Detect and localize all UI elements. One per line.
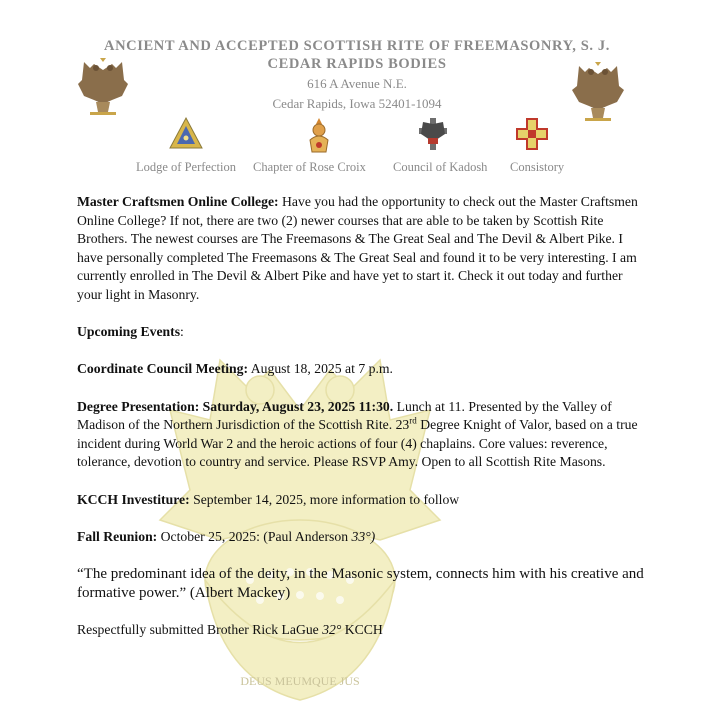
ordinal-suffix: rd [409,415,417,426]
paragraph-master-craftsmen [77,193,647,305]
header-title-line2: CEDAR RAPIDS BODIES [267,56,447,72]
heading-kcch-investiture: KCCH Investiture: [77,491,190,507]
heading-coordinate-council: Coordinate Council Meeting: [77,361,249,377]
kadosh-eagle-emblem-icon [417,116,449,152]
text-kcch-investiture: September 14, 2025, more information to follow [189,491,460,507]
double-headed-eagle-left-icon [78,56,128,118]
quote-albert-mackey: “The predominant idea of the deity, in the Masonic system, connects him with his creative and formative power.” (Albert Mackey) [77,565,644,601]
label-council-of-kadosh: Council of Kadosh [393,160,488,174]
header-address-line1: 616 A Avenue N.E. [307,76,407,91]
heading-upcoming-events: Upcoming Events [77,324,181,340]
label-consistory: Consistory [510,160,565,174]
newsletter-content [77,193,647,659]
text-degree-presentation-1: Lunch at 11. Presented by the Valley of Madison of the Northern Jurisdiction of the Scottish Rite. 23 [77,398,612,433]
signature-text: Respectfully submitted Brother Rick LaGue [77,622,323,638]
double-headed-eagle-right-icon [572,60,624,124]
heading-master-craftsmen: Master Craftsmen Online College: [77,194,279,209]
triangle-emblem-icon [168,116,204,152]
header-title-line1: ANCIENT AND ACCEPTED SCOTTISH RITE OF FREEMASONRY, S. J. [104,38,610,54]
label-chapter-of-rose-croix: Chapter of Rose Croix [253,160,366,174]
rose-croix-emblem-icon [304,116,334,156]
text-fall-reunion: October 25, 2025: (Paul Anderson [157,528,352,544]
text-coordinate-council: August 18, 2025 at 7 p.m. [248,361,393,377]
paragraph-upcoming-events [77,323,647,342]
signature-line [77,621,647,640]
text-master-craftsmen: Have you had the opportunity to check out the Master Craftsmen Online College? If not, there are two (2) newer courses that are able to be taken by Scottish Rite Brothers. The newest courses are The Freemasons & The Great Seal and The Devil & Albert Pike. I have personally completed The Freemasons & The Great Seal and found it to be very interesting. I am currently enrolled in The Devil & Albert Pike and have yet to start it. Check it out today and further your light in Masonry. [77,194,638,302]
label-lodge-of-perfection: Lodge of Perfection [136,160,236,174]
text-degree-presentation-2: Degree Knight of Valor, based on a true incident during World War 2 and the heroic actions of four (4) chaplains. Core values: reverence, tolerance, devotion to country and service. Please RSVP Amy. Open to all Scottish Rite Masons. [77,417,638,470]
degree-32-italic: 32° [322,622,342,638]
signature-suffix: KCCH [341,622,383,638]
paragraph-coordinate-council [77,360,647,379]
header-address-line2: Cedar Rapids, Iowa 52401-1094 [272,96,442,111]
paragraph-degree-presentation [77,398,647,472]
consistory-cross-emblem-icon [514,116,550,152]
degree-33-italic: 33°) [351,528,376,544]
upcoming-events-colon: : [180,324,184,340]
heading-fall-reunion: Fall Reunion: [77,528,158,544]
heading-degree-presentation: Degree Presentation: Saturday, August 23, 2025 11:30. [77,398,394,414]
paragraph-fall-reunion [77,528,647,547]
watermark-motto: DEUS MEUMQUE JUS [240,674,360,688]
paragraph-kcch-investiture [77,491,647,510]
